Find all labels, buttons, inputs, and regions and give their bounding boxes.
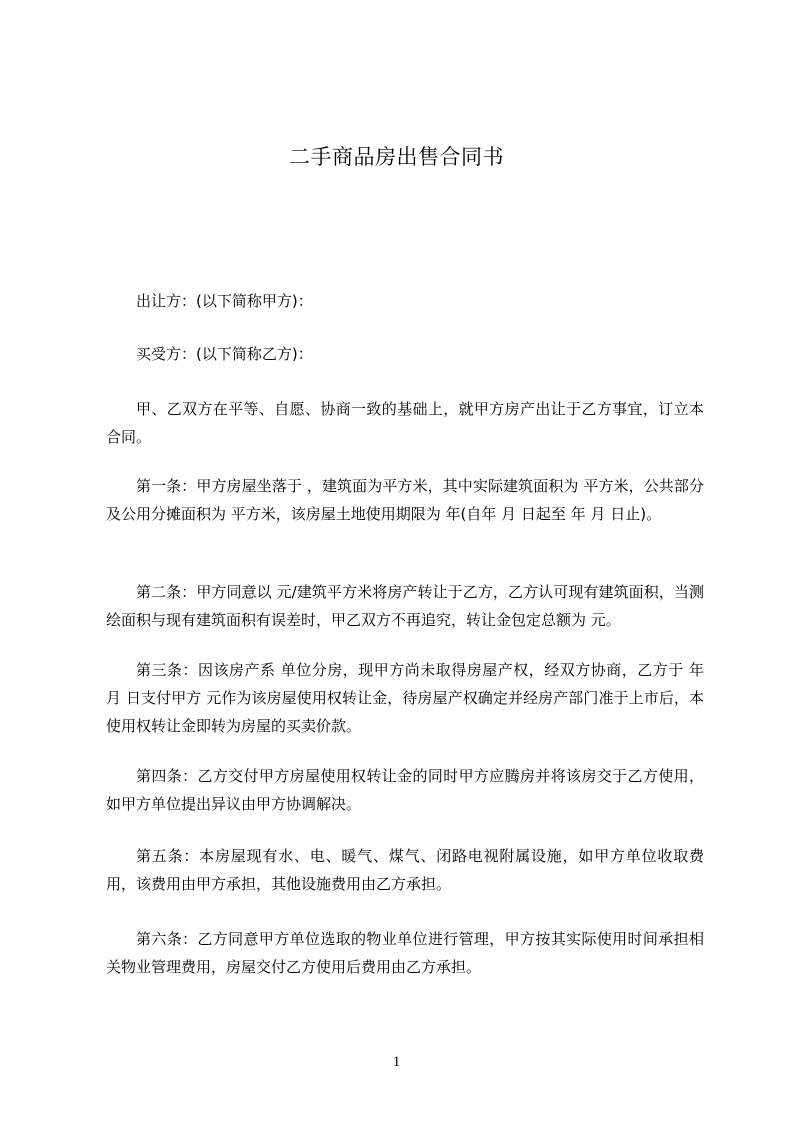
preamble-paragraph: 甲、乙双方在平等、自愿、协商一致的基础上，就甲方房产出让于乙方事宜，订立本合同。: [106, 400, 704, 446]
buyer-line: 买受方：(以下简称乙方)：: [136, 345, 313, 363]
article-6-paragraph: 第六条：乙方同意甲方单位选取的物业单位进行管理，甲方按其实际使用时间承担相关物业管理费用，房屋交付乙方使用后费用由乙方承担。: [106, 930, 704, 976]
article-3-paragraph: 第三条：因该房产系 单位分房，现甲方尚未取得房屋产权，经双方协商，乙方于 年 月 日支付甲方 元作为该房屋使用权转让金，待房屋产权确定并经房产部门准于上市后，本使用权转让金即转为房屋的买卖价款。: [106, 661, 704, 735]
article-4-paragraph: 第四条：乙方交付甲方房屋使用权转让金的同时甲方应腾房并将该房交于乙方使用，如甲方单位提出异议由甲方协调解决。: [106, 767, 704, 813]
page-number: 1: [392, 1054, 401, 1070]
article-1-paragraph: 第一条：甲方房屋坐落于 ，建筑面为平方米，其中实际建筑面积为 平方米，公共部分及公用分摊面积为 平方米，该房屋土地使用期限为 年(自年 月 日起至 年 月 日止)。: [106, 477, 704, 523]
document-title: 二手商品房出售合同书: [289, 145, 504, 169]
article-2-paragraph: 第二条：甲方同意以 元/建筑平方米将房产转让于乙方，乙方认可现有建筑面积，当测绘面积与现有建筑面积有误差时，甲乙双方不再追究，转让金包定总额为 元。: [106, 583, 704, 629]
article-5-paragraph: 第五条：本房屋现有水、电、暖气、煤气、闭路电视附属设施，如甲方单位收取费用，该费用由甲方承担，其他设施费用由乙方承担。: [106, 847, 704, 893]
seller-line: 出让方：(以下简称甲方)：: [136, 292, 313, 310]
